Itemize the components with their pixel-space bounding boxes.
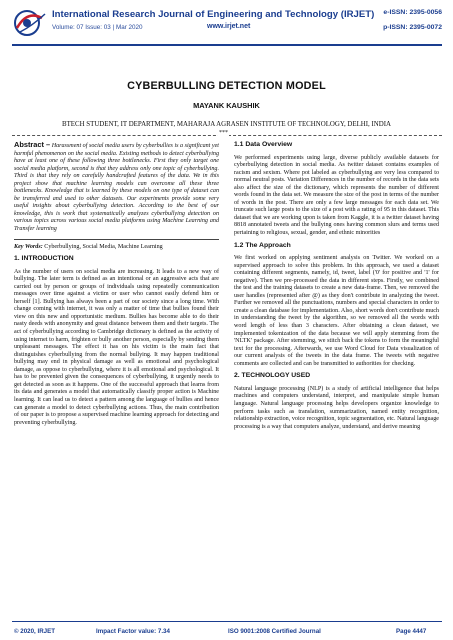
- footer-iso-certification: ISO 9001:2008 Certified Journal: [228, 628, 321, 635]
- abstract-label: Abstract –: [14, 140, 51, 149]
- abstract: [14, 141, 219, 234]
- journal-website-link[interactable]: www.irjet.net: [207, 23, 251, 30]
- abstract-rule: [14, 239, 219, 240]
- approach-paragraph: We first worked on applying sentiment analysis on Twitter. We worked on a supervised approach to solve this problem. In this approach, we used a dataset containing different segments, namely, id, tweet, label ('0' for positive and '1' for negative). Then we pre-processed the data in different steps. Firstly, we combined the test and the training datasets to create a new data-frame. Then, we removed the user handles (represented after @) as they don't contribute in analyzing the tweet. Further we removed all the punctuations, numbers and special characters in order to create a clean database for implementation. Also, short words don't contribute much in understanding the tweet by the algorithm, so we removed all the words with word length of less than 3 characters. After obtaining a clean dataset, we implemented tokenization of the data because we will apply stemming from the 'NLTK' package. After stemming, we stitch back the tokens to form the meaningful text for the processing. Afterwards, we use Word Cloud for Data visualization of our current analysis of the tweets in the data frame. The tweets with negative comments are collected and can be transmitted to authorities for checking.: [234, 255, 439, 367]
- footer-impact-factor: Impact Factor value: 7.34: [96, 628, 170, 635]
- footer-rule: [12, 621, 442, 622]
- footer-copyright: © 2020, IRJET: [14, 628, 56, 635]
- irjet-logo-icon: [12, 8, 48, 38]
- p-issn: p-ISSN: 2395-0072: [383, 24, 442, 31]
- footer-page-number: Page 4447: [396, 628, 427, 635]
- data-overview-paragraph: We performed experiments using large, diverse publicly available datasets for cyberbullying detection in social media. As twitter dataset contains examples of racism and sexism. Where pot labeled as cyberbullying are very less compared to normal neutral posts. Variation Differences in the number of records in the data sets also affect the size of the dictionary, which represents the number of different words found in the data set. We measure the size of the post in terms of the number of words in the post. There are only a few large messages for each data set. We truncate such large posts to the size of a post with a rating of 95 in this dataset. This dataset that we are working upon is taken from Kaggle, it is a twitter dataset having 8818 annotated tweets and the bullying ones having common slurs and terms used pertaining to religious, sexual, gender, and ethnic minorities: [234, 154, 439, 237]
- abstract-text: Harassment of social media users by cyberbullies is a significant yet harmful phenomenon on the social media. Existing methods to detect cyberbullying have at least one of these following three bottlenecks. First they only target one social media platform, second is that they address only one topic of cyberbullying. Third is that they rely on carefully handcrafted features of the data. We in this project show that machine learning models can overcome all these three bottlenecks. Knowledge that is learned by these models on one type of dataset can be transferred and used to other datasets. Our experiments provide some very useful insights about cyberbullying detection. According to the best of our knowledge, this is work that systematically analyzes cyberbullying detection on various topics across various social media platforms using Machine Learning and Transfer learning: [14, 143, 219, 233]
- right-column: [234, 141, 439, 435]
- technology-paragraph: Natural language processing (NLP) is a study of artificial intelligence that helps machines and computers understand, interpret, and manipulate simple human language. Natural language processing helps developers organize knowledge to perform tasks such as translation, summarization, named entity recognition, relationship extraction, voice recognition, topic segmentation, etc. Natural language processing is a way that computers analyze, understand, and derive meaning: [234, 385, 439, 430]
- section-heading-approach: 1.2 The Approach: [234, 241, 291, 249]
- section-heading-technology: 2. TECHNOLOGY USED: [234, 372, 311, 380]
- journal-header: [12, 8, 442, 42]
- paper-title: CYBERBULLING DETECTION MODEL: [127, 80, 326, 92]
- author-name: MAYANK KAUSHIK: [193, 101, 260, 110]
- section-heading-data-overview: 1.1 Data Overview: [234, 141, 293, 148]
- keywords-text: Cyberbullying, Social Media, Machine Learning: [44, 243, 163, 250]
- e-issn: e-ISSN: 2395-0056: [383, 9, 442, 16]
- separator-stars: ***: [219, 130, 228, 136]
- journal-title: International Research Journal of Engineering and Technology (IRJET): [52, 9, 375, 20]
- introduction-paragraph: As the number of users on social media are increasing. It leads to a new way of bullying. The later term is defined as an intentional or an aggressive acts that are carried out by person or groups of individuals using repeatedly communication messages over time against a victim or user who cannot easily defend him or herself [1]. Bullying has always been a part of our society since a long time. With change coming with internet, it was only a matter of time that bullies found their view on this new and opportunistic medium. Bullies has become able to do their nasty deeds with anonymity and great distance between them and their targets. The act of cyberbullying according to Cambridge dictionary is defined as the activity of using internet to harm, frighten or bully another person, especially by sending them unpleasant messages. The effect it has on his victim is the main fact that distinguishes cyberbullying from the normal bullying. It may happen traditional bullying may end in physical damage as well as emotional and psychological damage, as oppose to cyberbullying, where it is all emotional and psychological. It has to be prevented given the consequences of cyberbullying, it urgently needs to get detected as soon as it happens. One of the successful approach that learns from its data and generates a model that automatically classify proper action is Machine learning. It can lead us to detect a pattern among the language of bullies and hence can generate a model to detect cyberbullying actions. Thus, the main contribution of our paper is to propose a supervised machine learning approach for detecting and preventing cyberbullying.: [14, 268, 219, 426]
- section-heading-introduction: 1. INTRODUCTION: [14, 255, 74, 263]
- volume-issue: Volume: 07 Issue: 03 | Mar 2020: [52, 24, 143, 31]
- keywords: [14, 244, 219, 252]
- header-rule: [12, 44, 442, 46]
- left-column: [14, 141, 219, 431]
- author-affiliation: BTECH STUDENT, IT DEPARTMENT, MAHARAJA AGRASEN INSTITUTE OF TECHNOLOGY, DELHI, INDIA: [61, 121, 392, 128]
- keywords-label: Key Words:: [14, 243, 43, 250]
